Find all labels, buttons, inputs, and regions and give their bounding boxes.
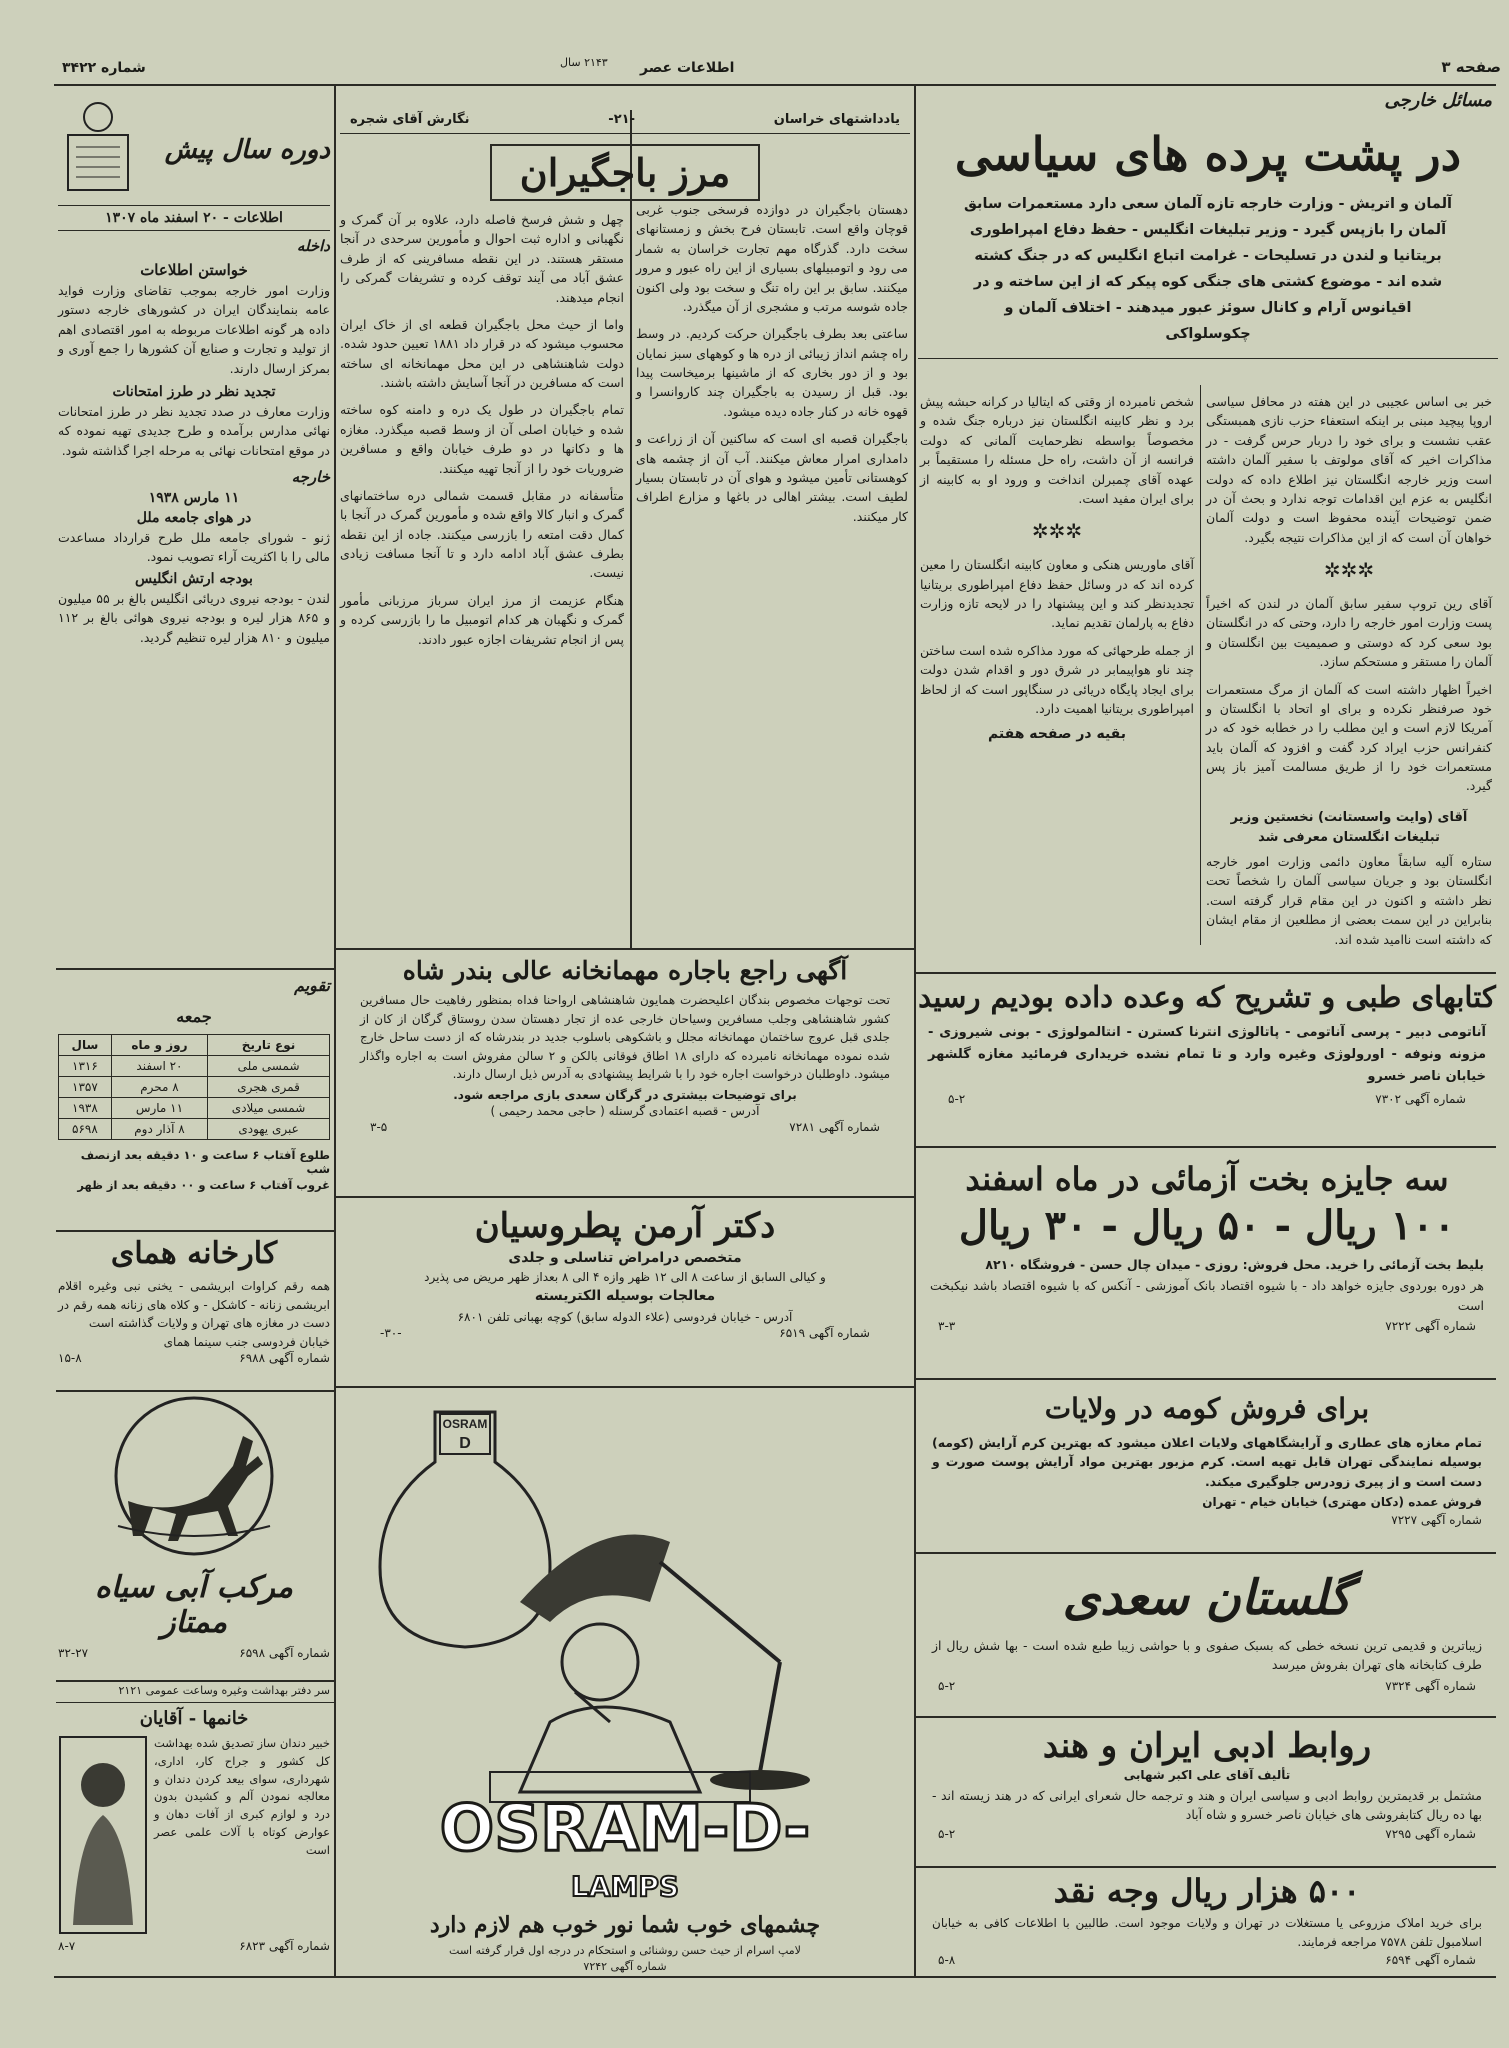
ad-note: لامپ اسرام از حیث حسن روشنائی و استحکام در درجه اول قرار گرفته است bbox=[449, 1944, 801, 1957]
sunset-time: غروب آفتاب ۶ ساعت و ۰۰ دقیقه بعد از ظهر bbox=[77, 1178, 330, 1192]
ad-number: شماره آگهی ۷۳۲۴ bbox=[1385, 1678, 1476, 1693]
body-paragraph: شخص نامبرده از وقتی که ایتالیا در کرانه حبشه پیش برد و نظر کابینه انگلستان نیز درباره جنگ شده و مخصوصاً بواسطه نظرحمایت آلمانی که دولت فرانسه از آن داشت، راه حل مسئله را مستقیماً بر عهده آقای چمبرلن انداخت و ورود او به کابینه از برای ایران مفید است. bbox=[920, 394, 1194, 506]
dentist-portrait-icon bbox=[58, 1735, 148, 1935]
ad-title: برای فروش کومه در ولایات bbox=[1044, 1392, 1370, 1425]
calendar-row bbox=[59, 1077, 330, 1098]
ad-title: سه جایزه بخت آزمائی در ماه اسفند bbox=[965, 1160, 1449, 1198]
ad-title: خانمها - آقایان bbox=[139, 1708, 249, 1729]
calendar-cell: ۱۹۳۸ bbox=[59, 1098, 112, 1119]
ad-number: شماره آگهی ۶۵۱۹ bbox=[779, 1326, 870, 1340]
ad-number: شماره آگهی ۷۲۴۲ bbox=[583, 1960, 667, 1973]
ad-subtitle: متخصص درامراض تناسلی و جلدی bbox=[508, 1250, 742, 1266]
ad-treatment: معالجات بوسیله الکتریسته bbox=[534, 1288, 716, 1304]
ad-number: شماره آگهی ۷۲۲۷ bbox=[1391, 1513, 1482, 1528]
body-paragraph: متأسفانه در مقابل قسمت شمالی دره ساختمانهای گمرک و انبار کالا واقع شده و مأمورین گمرک در آنجا با کمال دقت امتعه را بازرسی میکنند. جاده از این نقطه بطرف عشق آباد ادامه دارد و تا آنجا مسافت زیادی نیست. bbox=[340, 487, 624, 581]
calendar-cell: شمسی میلادی bbox=[208, 1098, 330, 1119]
cosmetics-ad bbox=[918, 1392, 1496, 1529]
lottery-ad bbox=[918, 1160, 1496, 1337]
news-title: بودجه ارتش انگلیس bbox=[135, 570, 253, 587]
bulb-brand-text: OSRAM bbox=[442, 1417, 488, 1431]
reader-illustration-icon bbox=[58, 95, 138, 205]
ad-author: تألیف آقای علی اکبر شهابی bbox=[1123, 1768, 1291, 1782]
ad-body: خبیر دندان ساز تصدیق شده بهداشت کل کشور و جراح کار، اداری، شهرداری، سوای بیعد کردن دندان و معالجه نمودن آلم و کشیدن بدون درد و لوازم کبری از آفات دهان و عوارض کوتاه با آلات علمی عصر است bbox=[154, 1736, 330, 1857]
ad-number: شماره آگهی ۶۵۹۴ bbox=[1385, 1953, 1476, 1968]
body-paragraph: تمام باجگیران در طول یک دره و دامنه کوه ساخته شده و خیابان اصلی آن از وسط قصبه میگذرد. مغازه ها و دکانها در دو طرف خیابان واقع و مسافرین ضروریات خود را از آنجا تهیه میکنند. bbox=[340, 402, 624, 476]
news-body: لندن - بودجه نیروی دریائی انگلیس بالغ بر ۵۵ میلیون و ۸۶۵ هزار لیره و بودجه نیروی هوائی بالغ بر ۱۱۲ میلیون و ۸۱۰ هزار لیره تنظیم گردید. bbox=[58, 590, 330, 645]
body-paragraph: از جمله طرحهائی که مورد مذاکره شده است ساختن چند ناو هواپیمابر در شرق دور و اقدام شدن دولت برای ایجاد پایگاه دریائی در سنگاپور است که از لحاظ امپراطوری بریتانیا اهمیت دارد. bbox=[920, 642, 1194, 716]
ad-body: بلیط بخت آزمائی را خرید. محل فروش: روزی - میدان چال حسن - فروشگاه ۸۲۱۰ bbox=[985, 1257, 1484, 1272]
ad-number: شماره آگهی ۶۹۸۸ bbox=[239, 1350, 330, 1365]
ad-body: همه رقم کراوات ابریشمی - یخنی نبی وغیره اقلام ابریشمی زنانه - کاشکل - و کلاه های زنانه همه رقم در دست در مغازه های تهران و ولایات گذاشته است bbox=[58, 1279, 330, 1331]
golestan-ad bbox=[918, 1570, 1496, 1697]
ornament-icon: ✲✲✲ bbox=[1323, 558, 1375, 582]
prize-amounts: ۱۰۰ ریال - ۵۰ ریال - ۳۰ ریال bbox=[958, 1202, 1456, 1249]
foreign-col-left bbox=[920, 392, 1194, 746]
calendar-row bbox=[59, 1056, 330, 1077]
ad-body: هر دوره بوردوی جایزه خواهد داد - با شیوه اقتصاد بانک آموزشی - آنکس که با شیوه اقتصاد باشد نیکبخت است bbox=[930, 1278, 1484, 1313]
calendar-cell: ۱۱ مارس bbox=[111, 1098, 207, 1119]
ink-footer-note: سر دفتر بهداشت وغیره وساعت عمومی ۲۱۲۱ bbox=[118, 1684, 330, 1697]
ad-code: ۵-۲ bbox=[938, 1678, 956, 1693]
calendar-section bbox=[58, 976, 330, 1192]
calendar-header-cell: سال bbox=[59, 1035, 112, 1056]
body-paragraph: باجگیران قصبه ای است که ساکنین آن از زراعت و دامداری امرار معاش میکنند. آب آن از چشمه های کوهستانی تأمین میشود و هوای آن در تابستان بسیار لطیف است. بیشتر اهالی در باغها و مزارع اطراف کار میکنند. bbox=[636, 431, 908, 524]
foreign-col-right bbox=[1206, 392, 1492, 949]
calendar-cell: ۱۳۵۷ bbox=[59, 1077, 112, 1098]
page-number: صفحه ۳ bbox=[1441, 58, 1501, 76]
issue-number: شماره ۳۴۲۲ bbox=[62, 60, 146, 76]
series-title: یادداشتهای خراسان bbox=[773, 112, 900, 127]
calendar-cell: ۸ محرم bbox=[111, 1077, 207, 1098]
body-paragraph: خبر بی اساس عجیبی در این هفته در محافل سیاسی اروپا پیچید مبنی بر اینکه استعفاء حزب نازی همبستگی عقب نشست و برای خود را دربار حرس گرفت - در مذاکرات اخیر که آقای مولوتف با سفیر آلمان داشته است وزیر خارجه انگلستان نیز اطلاع داده که دولت انگلیس به عزم این اقدامات توجه ندارد و بحث آن در ضمن توضیحات آینده محفوظ است و دولت آلمان خواهان آن است که از این مذاکرات نتیجه بگیرد. bbox=[1206, 394, 1492, 545]
travel-col-right bbox=[636, 200, 908, 526]
news-body: وزارت امور خارجه بموجب تقاضای وزارت فواید عامه بنمایندگان ایران در کشورهای خارجه دستور داده هر گونه اطلاعات مربوطه به امور اقتصادی اهم از تولید و تجارت و صنایع آن کشورها را جمع آوری و بمرکز ارسال دارند. bbox=[58, 283, 330, 376]
ad-code: ۳-۵ bbox=[370, 1119, 388, 1134]
section-title: مسائل خارجی bbox=[1384, 90, 1492, 111]
ad-code: -۳۰- bbox=[380, 1326, 402, 1340]
ad-number: شماره آگهی ۷۳۰۲ bbox=[1375, 1092, 1466, 1107]
ad-body: برای خرید املاک مزروعی یا مستغلات در تهران و ولایات موجود است. طالبین با اطلاعات کافی به خیابان اسلامبول تلفن ۷۵۷۸ مراجعه فرمایند. bbox=[932, 1916, 1482, 1949]
ad-title: روابط ادبی ایران و هند bbox=[1042, 1726, 1372, 1766]
news-title: خواستن اطلاعات bbox=[140, 261, 248, 279]
ad-code: ۳-۳ bbox=[938, 1319, 956, 1334]
ad-title: مرکب آبی سیاه ممتاز bbox=[95, 1570, 293, 1640]
body-paragraph: ستاره آلیه سابقاً معاون دائمی وزارت امور خارجه انگلستان بود و جریان سیاسی آلمان را شخصاً تحت نظر داشته و اکنون در این مقام قرار گرفته است. بنابراین در این سمت بعضی از مطلعین از مقام ایشان که داشته است ناامید شده اند. bbox=[1206, 854, 1492, 947]
travel-article-header bbox=[340, 112, 910, 201]
body-paragraph: اخیراً اظهار داشته است که آلمان از مرگ مستعمرات خود صرفنظر نکرده و برای او اتحاد با انگلستان و آمریکا لازم است و این مطلب را در خطابه خود که در کنفرانس حزب ایراد کرد گفت و افزود که آلمان باید مستعمرات خود را از طریق مسالمت آمیز باز پس گیرد. bbox=[1206, 681, 1492, 794]
books-ad bbox=[918, 980, 1496, 1110]
continued-note: بقیه در صفحه هفتم bbox=[987, 726, 1127, 743]
date-line: اطلاعات - ۲۰ اسفند ماه ۱۳۰۷ bbox=[105, 210, 283, 226]
ad-contact: فروش عمده (دکان مهتری) خیابان خیام - تهران bbox=[1202, 1495, 1482, 1510]
dentist-ad bbox=[58, 1708, 330, 1953]
ad-hours: و کیالی السابق از ساعت ۸ الی ۱۲ ظهر وازه ۴ الی ۸ بعداز ظهر مریض می پذیرد bbox=[424, 1270, 826, 1284]
calendar-header-cell: نوع تاریخ bbox=[208, 1035, 330, 1056]
body-paragraph: واما از حیث محل باجگیران قطعه ای از خاک ایران محسوب میشود که در قرار داد ۱۸۸۱ تعیین حدود شده. دولت شاهنشاهی در این محل مهمانخانه ای ساخته است که مسافرین در آنجا آسایش داشته باشند. bbox=[340, 316, 624, 390]
foreign-affairs-section bbox=[918, 90, 1498, 359]
headline: در پشت پرده های سیاسی bbox=[954, 127, 1462, 181]
osram-wordmark: OSRAM-D- bbox=[439, 1792, 811, 1866]
ad-body: زیباترین و قدیمی ترین نسخه خطی که بسبک صفوی و با حواشی زیبا طبع شده است - بها شش ریال از طرف کتابخانه های تهران بفروش میرسد bbox=[932, 1638, 1482, 1673]
calendar-table bbox=[58, 1034, 330, 1140]
ad-tagline: چشمهای خوب شما نور خوب هم لازم دارد bbox=[429, 1912, 821, 1938]
lamps-wordmark: LAMPS bbox=[570, 1870, 680, 1903]
subhead: آقای (وایت واسستانت) نخستین وزیر تبلیغات انگلستان معرفی شد bbox=[1230, 809, 1468, 845]
byline: نگارش آقای شجره bbox=[350, 112, 470, 127]
ad-code: ۸-۷ bbox=[58, 1939, 76, 1953]
hotel-ad bbox=[340, 956, 910, 1136]
ad-code: ۵-۸ bbox=[938, 1953, 956, 1968]
calendar-title: تقویم bbox=[294, 976, 330, 995]
body-paragraph: هنگام عزیمت از مرز ایران سرباز مرزبانی مأمور گمرک و نگهبان هر کدام اتومبیل ما را بازرسی کرده و پس از انجام تشریفات اجازه عبور دادند. bbox=[340, 592, 624, 647]
ad-title: آگهی راجع باجاره مهمانخانه عالی بندر شاه bbox=[402, 956, 848, 985]
deer-logo-icon bbox=[58, 1396, 330, 1566]
ad-code: ۵-۲ bbox=[948, 1092, 966, 1107]
body-paragraph: دهستان باجگیران در دوازده فرسخی جنوب غربی قوچان واقع است. تابستان فرح بخش و زمستانهای سخت دارد. گذرگاه مهم تجارت خراسان به شمار می رود و اتومبیلهای بسیاری از این راه عبور و مرور میکنند. سابق بر این راه تنگ و سخت بود ولی اکنون جاده شوسه مرتب و مشجری از آن میگذرد. bbox=[636, 202, 908, 314]
sunrise-time: طلوع آفتاب ۶ ساعت و ۱۰ دقیقه بعد ازنصف شب bbox=[80, 1148, 330, 1176]
calendar-cell: ۱۳۱۶ bbox=[59, 1056, 112, 1077]
ad-address: خیابان فردوسی جنب سینما همای bbox=[163, 1334, 330, 1349]
calendar-cell: ۸ آذار دوم bbox=[111, 1119, 207, 1140]
calendar-day: جمعه bbox=[176, 1007, 212, 1026]
osram-ad bbox=[340, 1392, 910, 1976]
travel-col-left bbox=[340, 210, 624, 649]
ad-title: کتابهای طبی و تشریح که وعده داده بودیم رسید bbox=[918, 980, 1496, 1014]
ink-ad bbox=[58, 1396, 330, 1660]
series-number: -۲۱- bbox=[608, 112, 635, 127]
ad-body: تحت توجهات مخصوص بندگان اعلیحضرت همایون شاهنشاهی ارواحنا فداه بمنظور رفاهیت حال مسافرین کشور شاهنشاهی وجلب مسافرین وسیاحان خارجی عده از تجار دهستان سدن روستاق گرگان از کان از جلدی قبل عروج ساختمان مهمانخانه مجلل و باشکوهی باسلوب جدید در بندرشاه که از دست ساحل خارج شده نموده مهمانخانه نامبرده که دارای ۱۸ اطاق فوقانی بالکن و ۲ سالن مفروش است به اجاره واگذار میشود. داوطلبان درخواست اجاره خود را با شرایط پیشنهادی به آدرس ذیل ارسال دارند. bbox=[360, 993, 890, 1082]
body-paragraph: آقای رین تروپ سفیر سابق آلمان در لندن که اخیراً پست وزارت امور خارجه را دارد، وحتی که در انگلستان بود سعی کرد که دوستی و صمیمیت بین انگلستان و آلمان را مستقر و مستحکم سازد. bbox=[1206, 596, 1492, 670]
news-title: در هوای جامعه ملل bbox=[136, 510, 252, 526]
news-body: ژنو - شورای جامعه ملل طرح قرارداد مساعدت مالی را با اکثریت آراء تصویب نمود. bbox=[58, 530, 330, 565]
headline: مرز باجگیران bbox=[519, 150, 731, 195]
calendar-cell: ۵۶۹۸ bbox=[59, 1119, 112, 1140]
calendar-cell: قمری هجری bbox=[208, 1077, 330, 1098]
domestic-label: داخله bbox=[296, 237, 330, 255]
lamp-illustration bbox=[340, 1392, 910, 1812]
calendar-cell: شمسی ملی bbox=[208, 1056, 330, 1077]
ad-code: ۳۲-۲۷ bbox=[58, 1646, 89, 1660]
year-ago-section bbox=[58, 95, 330, 647]
body-paragraph: چهل و شش فرسخ فاصله دارد، علاوه بر آن گمرک و نگهبانی و اداره ثبت احوال و مأمورین سرحدی در آنجا مستقر هستند. در این نقطه مسافرینی که از طرف عشق آباد می آیند توقف کرده و تشریفات گمرکی را انجام میدهند. bbox=[340, 212, 624, 305]
ad-number: شماره آگهی ۷۲۲۲ bbox=[1385, 1319, 1476, 1334]
ad-body: تمام مغازه های عطاری و آرایشگاههای ولایات اعلان میشود که بهترین کرم آرایش (کومه) بوسیله نمایندگی تهران قابل تهیه است. کرم مزبور بهترین مواد آرایش پوست صورت و دست است و از پیری زودرس جلوگیری میکند. bbox=[932, 1435, 1482, 1489]
paper-name: اطلاعات عصر bbox=[640, 60, 735, 76]
print-note: ۲۱۴۳ سال bbox=[560, 56, 608, 69]
factory-ad bbox=[58, 1236, 330, 1365]
cash-ad bbox=[918, 1872, 1496, 1969]
foreign-label: خارجه bbox=[291, 468, 330, 486]
ad-code: ۵-۲ bbox=[938, 1826, 956, 1841]
ad-title: ۵۰۰ هزار ریال وجه نقد bbox=[1053, 1872, 1361, 1910]
ad-number: شماره آگهی ۷۲۸۱ bbox=[789, 1119, 880, 1134]
news-title: تجدید نظر در طرز امتحانات bbox=[112, 383, 276, 400]
ad-title: گلستان سعدی bbox=[1062, 1570, 1352, 1626]
dateline: ۱۱ مارس ۱۹۳۸ bbox=[148, 490, 240, 506]
ornament-icon: ✲✲✲ bbox=[1031, 519, 1083, 544]
ad-body: مشتمل بر قدیمترین روابط ادبی و سیاسی ایران و هند و ترجمه حال شعرای ایرانی که در هند زیسته اند - بها ده ریال کتابفروشی های خیابان ناصر خسرو و شاه آباد bbox=[932, 1788, 1482, 1823]
ad-body: آناتومی دبیر - پرسی آناتومی - پاتالوژی انترنا کسترن - انتالمولوژی - بونی شیروزی - مزونه ونوفه - اورولوژی وغیره وارد و تا تمام نشده خریداری فرمائید مغازه گلشهر خیابان ناصر خسرو bbox=[928, 1025, 1486, 1085]
ad-number: شماره آگهی ۷۲۹۵ bbox=[1385, 1826, 1476, 1841]
body-paragraph: ساعتی بعد بطرف باجگیران حرکت کردیم. در وسط راه چشم انداز زیبائی از دره ها و کوههای سبز نمایان بود و از دور بخاری که از ماشینها برمیخاست پیدا بود. قبل از رسیدن به باجگیران چند کاروانسرا و قهوه خانه در کنار جاده دیده میشود. bbox=[636, 326, 908, 419]
bulb-letter-text: D bbox=[459, 1435, 471, 1452]
ad-address: آدرس - خیابان فردوسی (علاء الدوله سابق) کوچه بهبانی تلفن ۶۸۰۱ bbox=[457, 1310, 793, 1324]
calendar-cell: عبری یهودی bbox=[208, 1119, 330, 1140]
calendar-row bbox=[59, 1098, 330, 1119]
news-body: وزارت معارف در صدد تجدید نظر در طرز امتحانات نهائی مدارس برآمده و طرح جدیدی تهیه نموده که در موقع امتحانات نهائی به مرحله اجرا گذاشته شود. bbox=[58, 403, 330, 458]
calendar-row bbox=[59, 1119, 330, 1140]
lede: آلمان و اتریش - وزارت خارجه تازه آلمان سعی دارد مستعمرات سابق آلمان را بازپس گیرد - وزیر تبلیغات انگلیس - حفظ دفاع امپراطوری بریتانیا و لندن در تسلیحات - غرامت اتباع انگلیس که در جنگ کشته شده اند - موضوع کشتی های جنگی کوه پیکر که از این ساخته و در اقیانوس آرام و کانال سوئز عبور میدهند - اختلاف آلمان و چکوسلواکی bbox=[963, 196, 1453, 343]
ad-address: آدرس - قصبه اعتمادی گرسنله ( حاجی محمد رحیمی ) bbox=[490, 1103, 760, 1118]
literary-relations-ad bbox=[918, 1726, 1496, 1843]
ad-title: کارخانه همای bbox=[110, 1236, 278, 1271]
ad-number: شماره آگهی ۶۵۹۸ bbox=[239, 1646, 330, 1660]
ad-title: دکتر آرمن پطروسیان bbox=[474, 1206, 776, 1246]
series-title: دوره سال پیش bbox=[164, 135, 330, 165]
calendar-cell: ۲۰ اسفند bbox=[111, 1056, 207, 1077]
ad-note: برای توضیحات بیشتری در گرگان سعدی بازی مراجعه شود. bbox=[453, 1087, 797, 1102]
body-paragraph: آقای ماوریس هنکی و معاون کابینه انگلستان را معین کرده اند که در وسائل حفظ دفاع امپراطوری بریتانیا تجدیدنظر کند و این پیشنهاد را در لایحه تازه وزارت دفاع به پارلمان تقدیم نماید. bbox=[920, 557, 1194, 631]
calendar-header-cell: روز و ماه bbox=[111, 1035, 207, 1056]
doctor-ad bbox=[340, 1206, 910, 1342]
ad-number: شماره آگهی ۶۸۲۳ bbox=[239, 1939, 330, 1953]
ad-code: ۱۵-۸ bbox=[58, 1350, 82, 1365]
